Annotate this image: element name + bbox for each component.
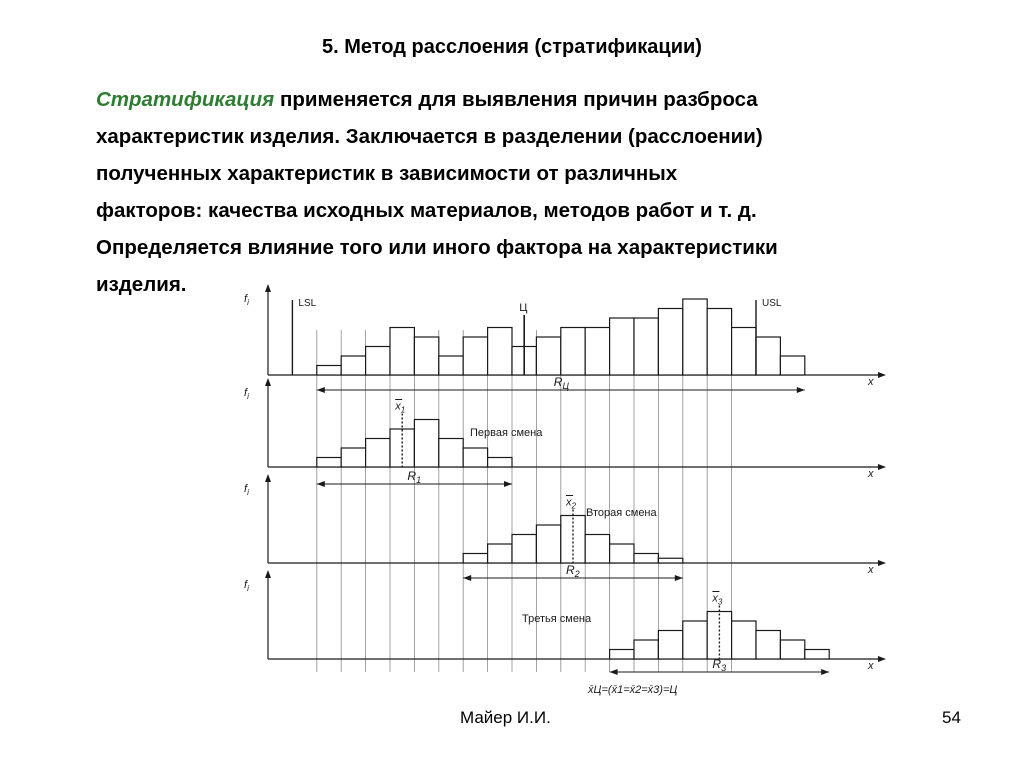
histogram-bar [561,328,585,376]
histogram-bar [317,458,341,468]
histogram-bar [488,544,512,563]
body-line-2: характеристик изделия. Заключается в разделении (расслоении) [96,125,763,148]
histogram-bar [439,439,463,468]
histogram-bar [610,318,634,375]
body-line-3: полученных характеристик в зависимости от различных [96,162,678,185]
range-arrow-head-right [797,387,805,393]
histogram-bar [805,650,829,660]
y-axis-label: $f_i$ [244,483,249,497]
histogram-bar [585,328,609,376]
x-axis-label: x [868,376,874,388]
term-highlight: Стратификация [96,88,275,111]
x-axis-arrow [878,560,886,566]
lsl-label: LSL [298,298,317,309]
histogram-bar [317,366,341,376]
histogram-bar [463,554,487,564]
histogram-bar [658,309,682,376]
histogram-bar [390,328,414,376]
range-arrow-head-right [675,575,683,581]
histogram-bar [536,525,560,563]
center-label: Ц [519,302,528,314]
x-axis-arrow [878,656,886,662]
usl-label: USL [762,298,782,309]
histogram-bar [488,328,512,376]
range-arrow-head-left [463,575,471,581]
range-arrow-head-left [317,481,325,487]
x-axis-label: x [868,468,874,480]
legend-label: Третья смена [522,613,592,625]
y-axis-arrow [265,284,271,292]
y-axis-arrow [265,378,271,386]
y-axis-arrow [265,474,271,482]
mean-label: $x_3$ [712,592,723,607]
histogram-bar [732,328,756,376]
histogram-bar [585,535,609,564]
histogram-bar [536,337,560,375]
histogram-bar [414,337,438,375]
slide-title: 5. Метод расслоения (стратификации) [322,36,702,58]
histogram-bar [463,337,487,375]
body-line-6: изделия. [96,273,187,296]
histogram-bar [414,420,438,468]
range-label: $R_1$ [407,469,422,485]
histogram-bar [732,621,756,659]
mean-label: $x_1$ [395,400,406,415]
range-label: $R_2$ [566,563,580,579]
histogram-bar [634,640,658,659]
histogram-bar [756,631,780,660]
histogram-bar [341,448,365,467]
range-arrow-head-left [610,669,618,675]
range-arrow-head-right [821,669,829,675]
x-axis-label: x [868,564,874,576]
range-arrow-head-right [504,481,512,487]
x-axis-arrow [878,372,886,378]
y-axis-label: $f_i$ [244,579,249,593]
legend-label: Первая смена [470,427,543,439]
histogram-bar [683,621,707,659]
histogram-bar [756,337,780,375]
histogram-bar [366,347,390,376]
mean-label: $x_2$ [566,496,576,511]
histogram-bar [683,299,707,375]
x-axis-arrow [878,464,886,470]
histogram-bar [610,650,634,660]
histogram-bar [634,554,658,564]
footer-author: Майер И.И. [460,708,551,727]
equation-label: x̄Ц=(x̄1=x̄2=x̄3)=Ц [588,684,678,696]
y-axis-label: $f_i$ [244,387,249,401]
histogram-bar [780,356,804,375]
x-axis-label: x [868,660,874,672]
body-line-4: факторов: качества исходных материалов, методов работ и т. д. [96,199,757,222]
histogram-bar [512,535,536,564]
histogram-bar [463,448,487,467]
range-label: $R_3$ [712,657,727,673]
body-line-1-rest: применяется для выявления причин разброса [274,88,758,111]
histogram-bar [707,309,731,376]
page-number: 54 [942,708,961,727]
range-label: $R_Ц$ [553,375,570,391]
histogram-bar [634,318,658,375]
histogram-bar [366,439,390,468]
legend-label: Вторая смена [586,507,657,519]
histogram-bar [610,544,634,563]
body-line-5: Определяется влияние того или иного фактора на характеристики [96,236,778,259]
histogram-bar [780,640,804,659]
histogram-bar [658,631,682,660]
y-axis-arrow [265,570,271,578]
range-arrow-head-left [317,387,325,393]
y-axis-label: $f_i$ [244,293,249,307]
histogram-bar [658,558,682,563]
histogram-bar [488,458,512,468]
histogram-bar [439,356,463,375]
histogram-bar [341,356,365,375]
